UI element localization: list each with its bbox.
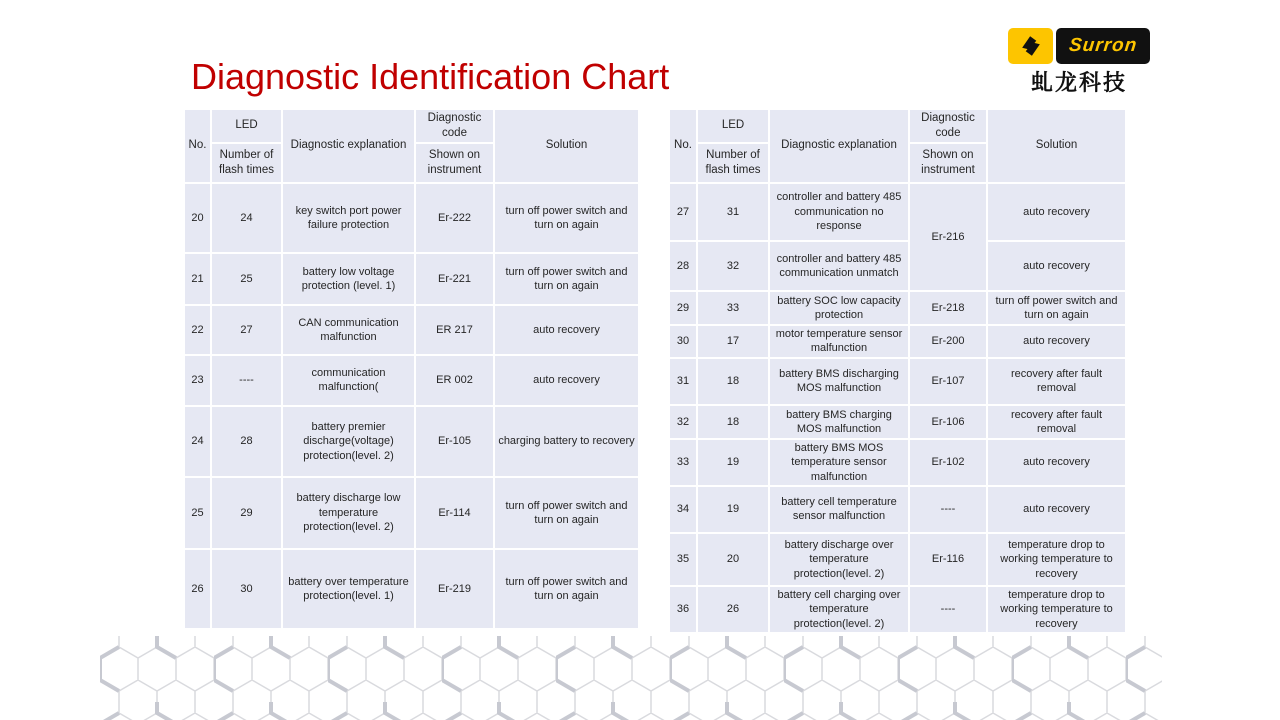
code-cell-merged: Er-216 <box>909 183 987 291</box>
flash-cell: 24 <box>211 183 282 253</box>
page-title: Diagnostic Identification Chart <box>191 56 670 97</box>
no-header: No. <box>184 109 211 183</box>
flash-cell: ---- <box>211 355 282 406</box>
solution-cell: recovery after fault removal <box>987 358 1126 405</box>
table-row <box>184 477 639 549</box>
solution-header: Solution <box>494 109 639 183</box>
no-cell: 35 <box>669 533 697 586</box>
code-sub-header: Shown on instrument <box>909 143 987 183</box>
no-cell: 27 <box>669 183 697 241</box>
table-row <box>184 406 639 477</box>
flash-cell: 28 <box>211 406 282 477</box>
table-row <box>184 305 639 355</box>
diagnostic-table-right <box>668 108 1127 634</box>
explanation-cell: battery BMS discharging MOS malfunction <box>769 358 909 405</box>
no-cell: 29 <box>669 291 697 325</box>
table-row <box>669 405 1126 439</box>
solution-cell: charging battery to recovery <box>494 406 639 477</box>
solution-cell: auto recovery <box>987 183 1126 241</box>
no-header: No. <box>669 109 697 183</box>
no-cell: 23 <box>184 355 211 406</box>
explanation-cell: communication malfunction( <box>282 355 415 406</box>
header-row <box>669 109 1126 143</box>
code-sub-header: Shown on instrument <box>415 143 494 183</box>
explanation-cell: battery discharge low temperature protection(level. 2) <box>282 477 415 549</box>
table-row <box>669 183 1126 241</box>
explanation-cell: battery BMS charging MOS malfunction <box>769 405 909 439</box>
table-row <box>669 358 1126 405</box>
solution-cell: turn off power switch and turn on again <box>987 291 1126 325</box>
flash-cell: 17 <box>697 325 769 358</box>
code-header: Diagnostic code <box>909 109 987 143</box>
flash-cell: 18 <box>697 405 769 439</box>
solution-header: Solution <box>987 109 1126 183</box>
table-row <box>669 533 1126 586</box>
solution-cell: turn off power switch and turn on again <box>494 253 639 305</box>
explanation-cell: battery low voltage protection (level. 1) <box>282 253 415 305</box>
solution-cell: auto recovery <box>987 241 1126 291</box>
flash-cell: 33 <box>697 291 769 325</box>
led-sub-header: Number of flash times <box>211 143 282 183</box>
solution-cell: auto recovery <box>494 355 639 406</box>
surron-emblem-icon <box>1008 28 1053 64</box>
solution-cell: auto recovery <box>987 325 1126 358</box>
explanation-cell: battery cell temperature sensor malfunction <box>769 486 909 533</box>
solution-cell: turn off power switch and turn on again <box>494 183 639 253</box>
solution-cell: turn off power switch and turn on again <box>494 477 639 549</box>
flash-cell: 32 <box>697 241 769 291</box>
code-cell: Er-114 <box>415 477 494 549</box>
explanation-cell: motor temperature sensor malfunction <box>769 325 909 358</box>
solution-cell: auto recovery <box>987 439 1126 486</box>
table-row <box>184 253 639 305</box>
no-cell: 28 <box>669 241 697 291</box>
solution-cell: turn off power switch and turn on again <box>494 549 639 629</box>
surron-logo <box>1008 28 1150 97</box>
solution-cell: temperature drop to working temperature to recovery <box>987 586 1126 633</box>
no-cell: 33 <box>669 439 697 486</box>
explanation-cell: key switch port power failure protection <box>282 183 415 253</box>
code-cell: ---- <box>909 586 987 633</box>
table-row <box>669 241 1126 291</box>
header-row <box>184 109 639 143</box>
code-cell: Er-105 <box>415 406 494 477</box>
table-row <box>669 325 1126 358</box>
table-row <box>669 291 1126 325</box>
code-cell: Er-116 <box>909 533 987 586</box>
flash-cell: 20 <box>697 533 769 586</box>
no-cell: 31 <box>669 358 697 405</box>
no-cell: 36 <box>669 586 697 633</box>
no-cell: 34 <box>669 486 697 533</box>
code-header: Diagnostic code <box>415 109 494 143</box>
flash-cell: 19 <box>697 439 769 486</box>
led-header: LED <box>211 109 282 143</box>
table-row <box>184 183 639 253</box>
table-row <box>184 355 639 406</box>
explanation-cell: controller and battery 485 communication no response <box>769 183 909 241</box>
flash-cell: 25 <box>211 253 282 305</box>
led-header: LED <box>697 109 769 143</box>
hexagon-pattern-decoration <box>100 636 1162 720</box>
no-cell: 32 <box>669 405 697 439</box>
explanation-header: Diagnostic explanation <box>282 109 415 183</box>
flash-cell: 18 <box>697 358 769 405</box>
no-cell: 26 <box>184 549 211 629</box>
no-cell: 21 <box>184 253 211 305</box>
dragon-emblem-icon <box>1014 31 1048 61</box>
code-cell: Er-200 <box>909 325 987 358</box>
explanation-cell: battery BMS MOS temperature sensor malfunction <box>769 439 909 486</box>
surron-wordmark-box <box>1056 28 1150 64</box>
code-cell: Er-221 <box>415 253 494 305</box>
table-row <box>669 439 1126 486</box>
solution-cell: auto recovery <box>494 305 639 355</box>
solution-cell: recovery after fault removal <box>987 405 1126 439</box>
code-cell: ER 217 <box>415 305 494 355</box>
flash-cell: 27 <box>211 305 282 355</box>
surron-company-name: 虬龙科技 <box>1030 70 1127 95</box>
code-cell: Er-102 <box>909 439 987 486</box>
no-cell: 30 <box>669 325 697 358</box>
table-row <box>669 586 1126 633</box>
flash-cell: 29 <box>211 477 282 549</box>
explanation-cell: battery premier discharge(voltage) protection(level. 2) <box>282 406 415 477</box>
flash-cell: 30 <box>211 549 282 629</box>
flash-cell: 31 <box>697 183 769 241</box>
no-cell: 24 <box>184 406 211 477</box>
table-row <box>184 549 639 629</box>
flash-cell: 26 <box>697 586 769 633</box>
table-header <box>184 109 639 183</box>
explanation-cell: CAN communication malfunction <box>282 305 415 355</box>
table-row <box>669 486 1126 533</box>
surron-wordmark: Surron <box>1067 35 1139 56</box>
code-cell: ---- <box>909 486 987 533</box>
no-cell: 20 <box>184 183 211 253</box>
explanation-header: Diagnostic explanation <box>769 109 909 183</box>
no-cell: 22 <box>184 305 211 355</box>
code-cell: ER 002 <box>415 355 494 406</box>
code-cell: Er-106 <box>909 405 987 439</box>
explanation-cell: battery over temperature protection(level. 1) <box>282 549 415 629</box>
flash-cell: 19 <box>697 486 769 533</box>
explanation-cell: battery discharge over temperature protection(level. 2) <box>769 533 909 586</box>
code-cell: Er-219 <box>415 549 494 629</box>
led-sub-header: Number of flash times <box>697 143 769 183</box>
solution-cell: temperature drop to working temperature to recovery <box>987 533 1126 586</box>
code-cell: Er-107 <box>909 358 987 405</box>
code-cell: Er-222 <box>415 183 494 253</box>
solution-cell: auto recovery <box>987 486 1126 533</box>
code-cell: Er-218 <box>909 291 987 325</box>
explanation-cell: battery cell charging over temperature protection(level. 2) <box>769 586 909 633</box>
no-cell: 25 <box>184 477 211 549</box>
diagnostic-table-left <box>183 108 640 630</box>
explanation-cell: controller and battery 485 communication unmatch <box>769 241 909 291</box>
explanation-cell: battery SOC low capacity protection <box>769 291 909 325</box>
table-header <box>669 109 1126 183</box>
surron-logo-mark <box>1008 28 1150 64</box>
